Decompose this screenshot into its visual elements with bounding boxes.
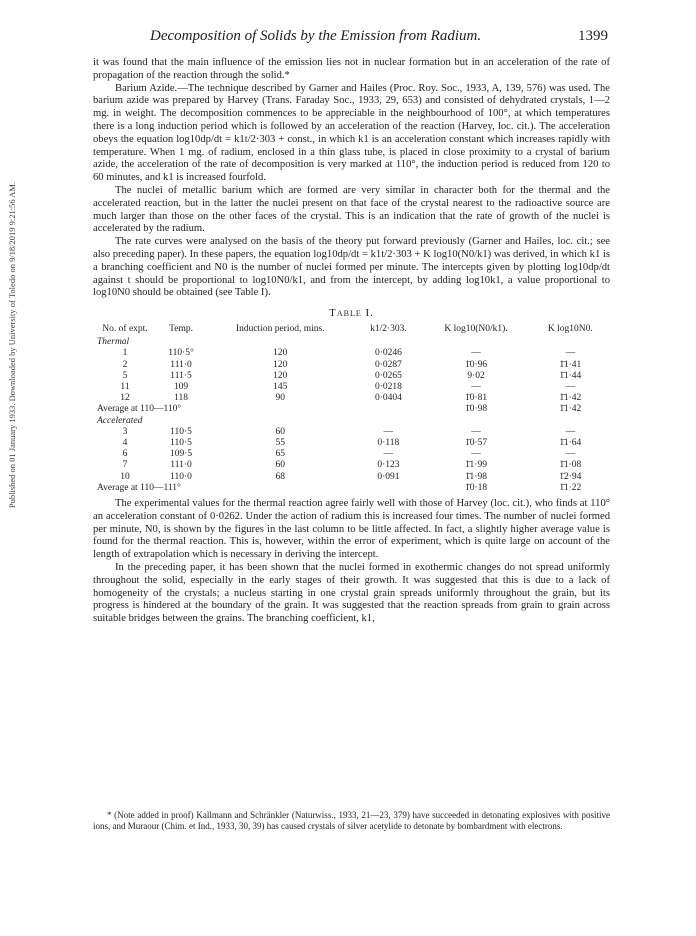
table-cell: 110·5 [170,437,192,448]
table-row [93,460,610,471]
table-cell: 110·5 [170,426,192,437]
table-cell: 5 [122,370,128,381]
table-cell: — [383,426,394,437]
table-cell: 0·0246 [374,348,402,359]
table-average-row [93,483,610,494]
table-cell: 12 [120,393,130,404]
table-cell: 109 [173,381,189,392]
table-cell: — [565,381,576,392]
table-cell: 120 [273,348,288,359]
table-row [93,449,610,460]
table-cell: 68 [275,471,285,482]
running-header [150,28,608,45]
table-cell: 145 [273,381,288,392]
table-cell: 4 [122,437,128,448]
group-label-thermal: Thermal [97,337,130,348]
table-cell: 1̄1·42 [559,393,582,404]
table-row [93,427,610,438]
table-cell: 1̄0·98 [464,404,488,415]
table-cell: — [565,426,576,437]
table-row [93,382,610,393]
table-cell: — [471,449,481,460]
column-header: Temp. [169,323,193,334]
table-cell: 111·0 [170,460,192,471]
table-cell: — [383,449,394,460]
table-cell: 60 [275,426,285,437]
article-body [93,57,610,626]
table-row [93,360,610,371]
table-cell: 110·5° [168,348,194,359]
table-cell: — [565,348,576,359]
paragraph: In the preceding paper, it has been shown that the nuclei formed in exothermic changes do not spread uniformly throughout the solid, especially in the early stages of their growth. It was suggested that this is due to a lack of homogeneity of the crystals; a nucleus starting in one crystal grain spreads uniformly throughout the grain, but its progress is hindered at the boundary of the grain. It was suggested that the reaction spreads from grain to grain across suitable bridges between the grains. The branching coefficient, k1, [93,561,610,625]
table-cell: 1̄0·81 [464,393,488,404]
column-header: K log10N0. [547,323,593,334]
table-average-row [93,404,610,415]
table-cell: 0·091 [377,471,400,482]
table-cell: 111·0 [170,359,192,370]
page-number: 1399 [578,28,608,44]
table-row [93,371,610,382]
table-cell: 60 [275,460,285,471]
table-cell: 1 [122,348,128,359]
table-cell: 0·0404 [374,393,402,404]
table-cell: 1̄0·57 [464,437,488,448]
column-header: K log10(N0/k1). [444,323,508,334]
footnote-text: * (Note added in proof) Kallmann and Schränkler (Naturwiss., 1933, 21—23, 379) have succeeded in detonating explosives with positive ions, and Muraour (Chim. et Ind., 1933, 30, 39) has caused crystals of silver acetylide to detonate by bombardment with electrons. [93,810,610,831]
table-row [93,393,610,404]
data-table [93,324,610,494]
table-cell: 1̄1·08 [559,460,582,471]
table-cell: 120 [273,370,288,381]
table-cell: 109·5 [169,449,193,460]
average-label: Average at 110—110° [97,404,182,415]
paragraph: Barium Azide.—The technique described by Garner and Hailes (Proc. Roy. Soc., 1933, A, 139, 576) was used. The barium azide was prepared by Harvey (Trans. Faraday Soc., 1933, 29, 653) and consisted of dehydrated crystals, 1—2 mg. in weight. The decomposition commences to be appreciable in the neighbourhood of 100°, at which temperatures there is a long induction period which is followed by an acceleration of the reaction (Harvey, loc. cit.). The acceleration obeys the equation log10dp/dt = k1t/2·303 + const., in which k1 is an acceleration constant which increases rapidly with temperature. When 1 mg. of radium, enclosed in a thin glass tube, is placed in close proximity to a crystal of barium azide, the acceleration of the rate of decomposition is very marked at 110°, the induction period is reduced from 120 to 60 minutes, and k1 is increased fourfold. [93,82,610,184]
table-cell: 1̄1·41 [559,359,582,370]
table-cell: 90 [275,393,285,404]
column-header: Induction period, mins. [235,323,325,334]
table-cell: — [565,449,576,460]
table-cell: 7 [122,460,128,471]
column-header: No. of expt. [102,323,148,334]
table-cell: 0·123 [377,460,400,471]
running-title: Decomposition of Solids by the Emission from Radium. [150,28,482,44]
table-cell: 6 [122,449,128,460]
table-cell: 0·118 [377,437,400,448]
table-cell: 0·0265 [374,370,402,381]
table-cell: 10 [120,471,130,482]
table-row [93,472,610,483]
table-cell: 11 [120,381,130,392]
table-cell: — [471,348,481,359]
table-cell: — [471,426,481,437]
table-cell: 111·5 [170,370,192,381]
group-label-accelerated: Accelerated [97,415,143,426]
footnote [93,810,610,832]
table-title: Table I. [329,307,374,320]
table-row [93,348,610,359]
table-cell: 118 [174,393,188,404]
table-cell: 0·0218 [374,381,402,392]
download-watermark-text: Published on 01 January 1933. Downloaded by University of Toledo on 9/18/2019 9:21:56 AM. [7,181,17,509]
average-label: Average at 110—111° [97,482,181,493]
table-cell: 1̄0·96 [464,359,488,370]
table-cell: — [471,381,481,392]
paragraph: The nuclei of metallic barium which are formed are very similar in character both for the thermal and the accelerated reaction, but in the latter the nuclei present on that face of the crystal nearest to the radioactive source are much larger than those on the other faces of the crystal. This is an indication that the rate of growth of the nuclei is accelerated by the radium. [93,184,610,235]
table-row [93,438,610,449]
paragraph: it was found that the main influence of the emission lies not in nuclear formation but in an acceleration of the rate of propagation of the reaction through the solid.* [93,57,610,81]
table-cell: 1̄1·44 [559,370,582,381]
paragraph: The rate curves were analysed on the basis of the theory put forward previously (Garner and Hailes, loc. cit.; see also preceding paper). In these papers, the equation log10dp/dt = k1t/2·303 + K log10(N0/k1) was derived, in which k1 is a branching coefficient and N0 is the number of nuclei formed per minute. The intercepts given by plotting log10dp/dt against t should be proportional to log10N0/k1, and from the intercept, by adding log10k1, a value proportional to log10N0 should be obtained (see Table I). [93,236,610,299]
table-cell: 3 [122,426,128,437]
column-header: k1/2·303. [370,323,407,334]
table-cell: 2 [122,359,128,370]
table-cell: 1̄1·22 [559,482,582,493]
table-cell: 1̄1·42 [559,404,582,415]
table-cell: 120 [273,359,288,370]
download-watermark [6,110,18,580]
table-cell: 110·0 [170,471,192,482]
paragraph: The experimental values for the thermal reaction agree fairly well with those of Harvey (loc. cit.), who finds at 110° an acceleration constant of 0·0262. Under the action of radium this is increased four times. The number of nuclei formed per minute, N0, is shown by the figures in the last column to be little affected. In fact, a slightly higher average value is found for the thermal reaction. This is, however, within the error of experiment, which is quite large on account of the length of extrapolation which is necessary in deriving the intercept. [93,497,610,561]
table-cell: 1̄1·64 [559,437,582,448]
table-cell: 55 [275,437,285,448]
table-cell: 9·02 [467,370,485,381]
table-cell: 1̄2·94 [559,471,582,482]
table-1 [93,307,610,494]
table-group-row [93,416,610,427]
table-cell: 65 [275,449,285,460]
table-cell: 1̄1·99 [465,460,487,471]
table-cell: 1̄1·98 [465,471,487,482]
table-group-row [93,337,610,348]
table-header-row [93,324,610,337]
table-cell: 1̄0·18 [464,482,488,493]
table-cell: 0·0287 [374,359,402,370]
